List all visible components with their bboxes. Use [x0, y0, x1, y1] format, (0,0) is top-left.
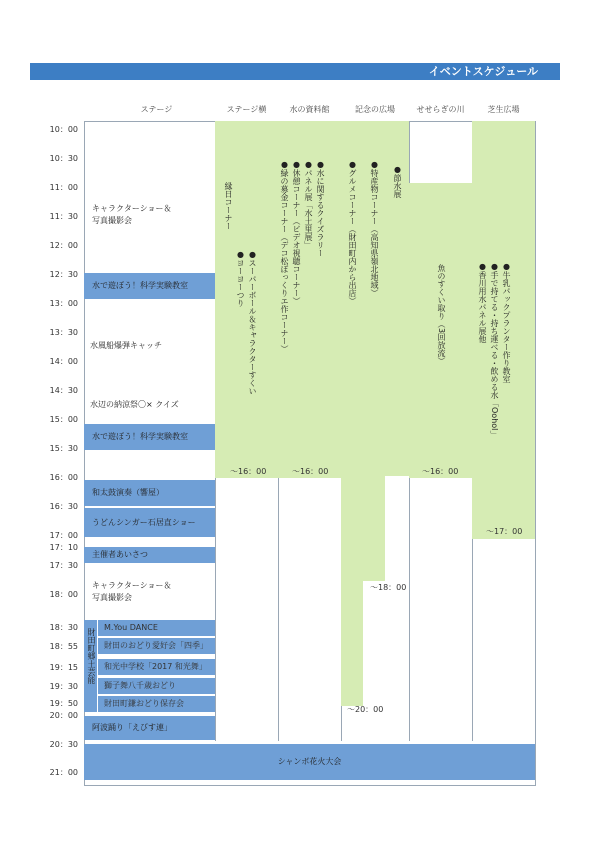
time-label: 15：30 — [49, 444, 78, 453]
time-label: 19：50 — [49, 699, 78, 708]
performance-item: 和光中学校「2017 和光舞」 — [98, 659, 215, 675]
time-label: 12：30 — [49, 270, 78, 279]
time-label: 17：30 — [49, 561, 78, 570]
time-label: 17：00 — [49, 531, 78, 540]
time-label: 13：00 — [49, 299, 78, 308]
plaza-water-bar — [385, 181, 409, 476]
time-label: 10：00 — [49, 125, 78, 134]
stage-taiko: 和太鼓演奏（響屋） — [84, 480, 215, 506]
museum-item: ●パネル展「水土里展」 — [304, 160, 313, 249]
museum-end-time: ～16：00 — [292, 467, 329, 476]
performance-item: 財田町鎌おどり保存会 — [98, 696, 215, 712]
lawn-end-time: ～17：00 — [486, 527, 523, 536]
stage-side-end-time: ～16：00 — [230, 467, 267, 476]
time-label: 11：30 — [49, 212, 78, 221]
museum-item: ●水に関するクイズラリー — [316, 160, 325, 257]
grid-bottom-line — [84, 785, 536, 786]
stage-awa-odori: 阿波踊り「えびす連」 — [84, 716, 215, 740]
stage-side-item: ●スーパーボール＆キャラクターすくい — [248, 250, 257, 395]
lawn-item: ●牛乳パックプランター作り教室 — [502, 262, 511, 383]
museum-item: ●休憩コーナー（ビデオ視聴コーナー） — [292, 160, 301, 305]
river-fish-catch: 魚のすくい取り（3回放流） — [437, 264, 446, 366]
stage-greeting: 主催者あいさつ — [84, 547, 215, 563]
performance-group-label: 財田町郷土芸能 — [87, 628, 96, 684]
fireworks-bar: シャンボ花火大会 — [84, 744, 535, 780]
performance-item: 獅子舞八千歳おどり — [98, 678, 215, 694]
column-header-stage-side: ステージ横 — [226, 105, 267, 114]
page-title-banner: イベントスケジュール — [30, 63, 560, 80]
stage-quiz: 水辺の納涼祭〇× クイズ — [90, 400, 179, 409]
column-header-museum: 水の資料館 — [289, 105, 330, 114]
time-label: 18：55 — [49, 642, 78, 651]
time-label: 20：00 — [49, 711, 78, 720]
column-header-stage: ステージ — [140, 105, 173, 114]
plaza-water-exhibit: ●節水展 — [393, 165, 402, 198]
time-label: 18：30 — [49, 623, 78, 632]
performance-item: 財田のおどり愛好会「四季」 — [98, 638, 215, 654]
time-label: 18：00 — [49, 590, 78, 599]
column-header-plaza: 記念の広場 — [355, 105, 395, 114]
river-end-time: ～16：00 — [422, 467, 459, 476]
plaza-specialty: ●特産物コーナー（高知県嶺北地域） — [370, 160, 379, 297]
time-label: 10：30 — [49, 154, 78, 163]
performance-item: M.You DANCE — [98, 620, 215, 636]
time-label: 11：00 — [49, 183, 78, 192]
stage-character-show-2: キャラクターショー＆ 写真撮影会 — [92, 581, 172, 602]
time-label: 19：15 — [49, 663, 78, 672]
stage-science-class-2: 水で遊ぼう！科学実験教室 — [84, 424, 215, 450]
stage-character-show-1: キャラクターショー＆ 写真撮影会 — [92, 204, 172, 225]
lawn-item: ●香川用水パネル展他 — [478, 262, 487, 343]
time-label: 17：10 — [49, 543, 78, 552]
stage-udon-singer: うどんシンガー石居直ショー — [84, 508, 215, 537]
column-header-river: せせらぎの川 — [416, 105, 465, 114]
stage-water-balloon: 水風船爆弾キャッチ — [90, 341, 162, 350]
time-label: 14：30 — [49, 386, 78, 395]
plaza-gourmet: ●グルメコーナー（財田町内から出店） — [348, 160, 357, 305]
grid-right-line — [535, 121, 536, 785]
time-label: 14：00 — [49, 357, 78, 366]
stage-side-item: ●ヨーヨーつり — [236, 250, 245, 307]
stage-science-class-1: 水で遊ぼう！科学実験教室 — [84, 273, 215, 299]
plaza-gourmet-end-time: ～20：00 — [347, 705, 384, 714]
time-label: 16：30 — [49, 502, 78, 511]
time-label: 20：30 — [49, 740, 78, 749]
time-label: 19：30 — [49, 682, 78, 691]
lawn-item: ●手で持てる・持ち運べる・飲める水「Oohol」 — [490, 262, 499, 439]
time-label: 12：00 — [49, 241, 78, 250]
museum-item: ●緑の募金コーナー（デコ松ぼっくりエ作コーナー） — [280, 160, 289, 353]
time-label: 16：00 — [49, 473, 78, 482]
column-header-lawn: 芝生広場 — [487, 105, 520, 114]
plaza-specialty-end-time: ～18：00 — [370, 583, 407, 592]
time-label: 21：00 — [49, 768, 78, 777]
stage-side-title: 縁日コーナー — [224, 182, 233, 230]
time-label: 13：30 — [49, 328, 78, 337]
time-label: 15：00 — [49, 415, 78, 424]
